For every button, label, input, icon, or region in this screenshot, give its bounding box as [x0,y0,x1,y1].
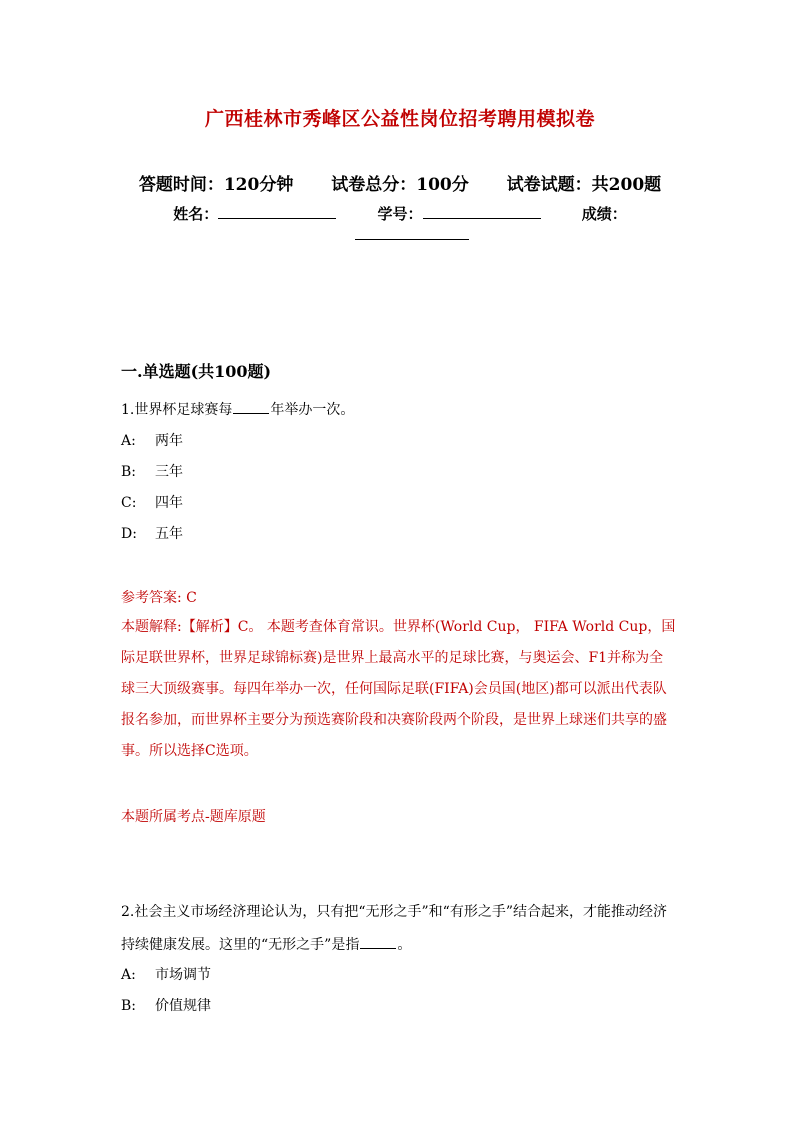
id-field [377,205,545,223]
option-text: 五年 [155,526,183,542]
id-blank [423,204,541,219]
score-label: 成绩： [581,205,627,223]
page-title: 广西桂林市秀峰区公益性岗位招考聘用模拟卷 [204,108,595,130]
question-1-stem-before: 1.世界杯足球赛每 [121,402,233,418]
option-label: A: [121,433,136,449]
option-label: B: [121,464,137,480]
question-1-option-d [121,523,183,543]
name-field [173,205,341,223]
name-label: 姓名： [173,205,219,223]
score-blank [355,229,469,240]
option-label: C: [121,495,137,511]
question-1-answer: 参考答案: C [121,590,197,606]
section-heading: 一.单选题(共100题) [121,362,272,381]
question-2-option-a [121,964,211,984]
exam-time: 答题时间：120分钟 [138,175,294,195]
question-2-stem-before: 2.社会主义市场经济理论认为，只有把“无形之手”和“有形之手”结合起来，才能推动经济 持续健康发展。这里的“无形之手”是指 [121,904,667,953]
question-2-stem-after: 。 [397,937,412,953]
question-1-blank [233,401,269,414]
option-label: B: [121,998,137,1014]
option-label: A: [121,967,136,983]
option-text: 两年 [155,433,183,449]
id-label: 学号： [377,205,423,223]
question-2-stem [121,896,677,962]
question-1-stem-after: 年举办一次。 [270,402,355,418]
question-1-option-a [121,430,183,450]
option-text: 四年 [155,495,183,511]
question-2-blank [360,936,396,949]
option-text: 三年 [155,464,183,480]
exam-info [0,170,800,195]
score-field [582,205,627,223]
question-2-option-b [121,995,211,1015]
total-score: 试卷总分：100分 [331,175,469,195]
student-info [0,203,800,224]
question-1-option-b [121,461,183,481]
question-1-option-c [121,492,183,512]
option-text: 市场调节 [155,967,211,983]
question-1-category: 本题所属考点-题库原题 [121,809,266,825]
question-1-explanation: 本题解释:【解析】C。 本题考查体育常识。世界杯(World Cup， FIFA World Cup，国际足联世界杯，世界足球锦标赛)是世界上最高水平的足球比赛，与奥运会、F1并称为全球三大顶级赛事。每四年举办一次，任何国际足联(FIFA)会员国(地区)都可以派出代表队报名参加，而世界杯主要分为预选赛阶段和决赛阶段两个阶段，是世界上球迷们共享的盛事。所以选择C选项。 [121,619,676,759]
option-label: D: [121,526,137,542]
question-count: 试卷试题：共200题 [506,175,662,195]
option-text: 价值规律 [155,998,211,1014]
question-1-stem [121,399,354,419]
name-blank [218,204,336,219]
